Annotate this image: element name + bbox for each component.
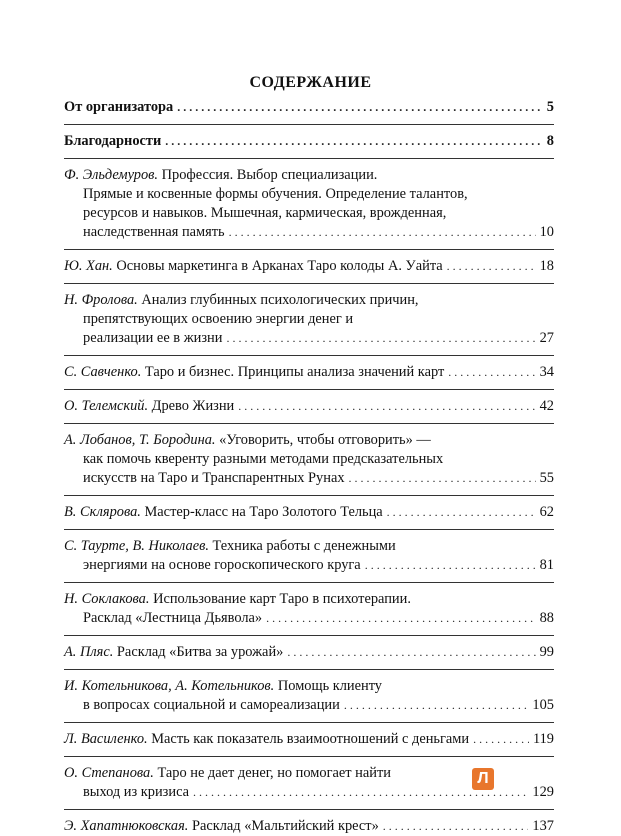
toc-entry-author: О. Степанова.: [64, 765, 154, 781]
toc-entry-author: О. Телемский.: [64, 398, 149, 414]
divider: [64, 423, 554, 424]
toc-entry-text: Расклад «Битва за урожай»: [113, 644, 284, 660]
toc-entry[interactable]: [64, 643, 554, 662]
toc-entry-text: Прямые и косвенные формы обучения. Определение талантов,: [83, 186, 468, 202]
divider: [64, 355, 554, 356]
dot-leader: [287, 643, 535, 662]
toc-page-number: 8: [546, 133, 554, 149]
toc-entry-line: [64, 537, 554, 556]
dot-leader: [238, 397, 535, 416]
dot-leader: [266, 609, 536, 628]
toc-entry-last-line: [64, 696, 554, 715]
toc-entry-author: Н. Соклакова.: [64, 591, 150, 607]
toc-page-number: 5: [546, 99, 554, 115]
toc-entry-title: [64, 257, 443, 276]
toc-entry[interactable]: [64, 431, 554, 488]
toc-entry[interactable]: [64, 817, 554, 836]
toc-entry-title: [64, 132, 161, 151]
toc-entry-line: [64, 677, 554, 696]
divider: [64, 809, 554, 810]
toc-entry[interactable]: [64, 397, 554, 416]
toc-entry-text: Расклад «Мальтийский крест»: [188, 818, 379, 834]
toc-entry-text: Благодарности: [64, 133, 162, 149]
toc-entry-last-line: [64, 503, 554, 522]
toc-entry-author: И. Котельникова, А. Котельников.: [64, 678, 275, 694]
toc-entry-line: [64, 291, 554, 310]
toc-entry-text: Древо Жизни: [148, 398, 235, 414]
toc-entry-text: в вопросах социальной и самореализации: [83, 697, 340, 713]
toc-page-number: 105: [532, 697, 554, 713]
toc-entry-title: [83, 223, 225, 242]
toc-entry-text: Помощь клиенту: [274, 678, 382, 694]
toc-entry-line: [64, 431, 554, 450]
divider: [64, 756, 554, 757]
toc-entry-text: Таро и бизнес. Принципы анализа значений карт: [141, 364, 445, 380]
toc-entry-text: От организатора: [64, 99, 174, 115]
divider: [64, 283, 554, 284]
toc-entry-last-line: [64, 132, 554, 151]
toc-entry-last-line: [64, 643, 554, 662]
toc-entry-text: Техника работы с денежными: [208, 538, 396, 554]
toc-entry[interactable]: [64, 291, 554, 348]
dot-leader: [448, 363, 535, 382]
toc-entry-line: [64, 310, 554, 329]
toc-entry-text: Основы маркетинга в Арканах Таро колоды А. Уайта: [112, 258, 443, 274]
dot-leader: [165, 132, 543, 151]
divider: [64, 249, 554, 250]
dot-leader: [349, 469, 536, 488]
toc-entry-author: Ю. Хан.: [64, 258, 113, 274]
toc-page-number: 27: [539, 330, 554, 346]
dot-leader: [229, 223, 536, 242]
toc-entry-last-line: [64, 257, 554, 276]
toc-page-number: 81: [539, 557, 554, 573]
toc-entry-text: Расклад «Лестница Дьявола»: [83, 610, 263, 626]
toc-entry-last-line: [64, 98, 554, 117]
divider: [64, 158, 554, 159]
toc-entry-last-line: [64, 397, 554, 416]
toc-entry-title: [83, 556, 361, 575]
toc-entry[interactable]: [64, 166, 554, 242]
toc-page-number: 62: [539, 504, 554, 520]
toc-entry-author: С. Савченко.: [64, 364, 142, 380]
toc-entry-line: [64, 590, 554, 609]
toc-entry-author: Ф. Эльдемуров.: [64, 167, 159, 183]
toc-entry[interactable]: [64, 363, 554, 382]
toc-entry-title: [64, 503, 383, 522]
toc-page-number: 99: [539, 644, 554, 660]
toc-entry-author: А. Пляс.: [64, 644, 114, 660]
toc-page-number: 137: [532, 818, 554, 834]
toc-entry-last-line: [64, 556, 554, 575]
divider: [64, 635, 554, 636]
toc-entry-author: Н. Фролова.: [64, 292, 138, 308]
toc-entry-text: как помочь кверенту разными методами предсказательных: [83, 451, 444, 467]
toc-page-number: 129: [532, 784, 554, 800]
toc-entry[interactable]: [64, 537, 554, 575]
toc-entry-title: [83, 783, 189, 802]
dot-leader: [365, 556, 536, 575]
toc-page-number: 18: [539, 258, 554, 274]
toc-entry-last-line: [64, 609, 554, 628]
toc-entry-last-line: [64, 817, 554, 836]
toc-entry-author: Э. Хапатнюковская.: [64, 818, 189, 834]
toc-entry-line: [64, 185, 554, 204]
page-title: СОДЕРЖАНИЕ: [249, 74, 372, 91]
toc-entry-last-line: [64, 363, 554, 382]
toc-page-number: 88: [539, 610, 554, 626]
divider: [64, 582, 554, 583]
toc-entry-text: Профессия. Выбор специализации.: [158, 167, 378, 183]
toc-entry-title: [64, 397, 234, 416]
toc-entry-title: [64, 363, 444, 382]
toc-entry[interactable]: [64, 730, 554, 749]
dot-leader: [473, 730, 529, 749]
toc-entry-text: энергиями на основе гороскопического круга: [83, 557, 361, 573]
dot-leader: [226, 329, 535, 348]
dot-leader: [447, 257, 536, 276]
toc-page-number: 10: [539, 224, 554, 240]
dot-leader: [387, 503, 536, 522]
toc-entry-last-line: [64, 223, 554, 242]
divider: [64, 669, 554, 670]
toc-entry[interactable]: [64, 257, 554, 276]
toc-entry-author: В. Склярова.: [64, 504, 141, 520]
toc-entry-title: [64, 817, 379, 836]
toc-page-number: 55: [539, 470, 554, 486]
toc-entry-text: искусств на Таро и Транспарентных Рунах: [83, 470, 345, 486]
toc-entry-text: Масть как показатель взаимоотношений с деньгами: [147, 731, 470, 747]
toc-entry[interactable]: [64, 590, 554, 628]
toc-entry-title: [64, 98, 173, 117]
toc-entry-last-line: [64, 469, 554, 488]
table-of-contents: [64, 98, 554, 836]
toc-entry-text: Таро не дает денег, но помогает найти: [153, 765, 391, 781]
toc-entry-last-line: [64, 730, 554, 749]
toc-entry-text: Анализ глубинных психологических причин,: [137, 292, 419, 308]
toc-entry-text: препятствующих освоению энергии денег и: [83, 311, 354, 327]
toc-entry-title: [83, 329, 222, 348]
publisher-logo: Л: [472, 768, 494, 790]
toc-entry-title: [83, 469, 345, 488]
toc-entry-line: [64, 450, 554, 469]
dot-leader: [177, 98, 543, 117]
toc-entry-text: ресурсов и навыков. Мышечная, кармическая, врожденная,: [83, 205, 447, 221]
divider: [64, 529, 554, 530]
toc-page-number: 34: [539, 364, 554, 380]
toc-entry-text: «Уговорить, чтобы отговорить» —: [215, 432, 431, 448]
toc-entry-text: наследственная память: [83, 224, 225, 240]
dot-leader: [344, 696, 529, 715]
toc-entry-author: А. Лобанов, Т. Бородина.: [64, 432, 216, 448]
toc-entry-last-line: [64, 329, 554, 348]
toc-entry-text: выход из кризиса: [83, 784, 190, 800]
toc-entry-author: С. Таурте, В. Николаев.: [64, 538, 209, 554]
toc-entry-line: [64, 204, 554, 223]
toc-entry-text: Мастер-класс на Таро Золотого Тельца: [140, 504, 383, 520]
divider: [64, 722, 554, 723]
toc-entry-line: [64, 166, 554, 185]
divider: [64, 389, 554, 390]
divider: [64, 124, 554, 125]
toc-entry-title: [64, 730, 469, 749]
divider: [64, 495, 554, 496]
toc-entry[interactable]: [64, 677, 554, 715]
toc-entry-author: Л. Василенко.: [64, 731, 148, 747]
toc-entry-title: [83, 609, 262, 628]
toc-page-number: 42: [539, 398, 554, 414]
toc-entry[interactable]: [64, 503, 554, 522]
toc-page-number: 119: [532, 731, 554, 747]
toc-entry-text: реализации ее в жизни: [83, 330, 223, 346]
dot-leader: [383, 817, 529, 836]
toc-entry-title: [64, 643, 283, 662]
toc-entry[interactable]: [64, 132, 554, 151]
toc-entry-title: [83, 696, 340, 715]
toc-entry-text: Использование карт Таро в психотерапии.: [149, 591, 411, 607]
toc-entry[interactable]: [64, 98, 554, 117]
